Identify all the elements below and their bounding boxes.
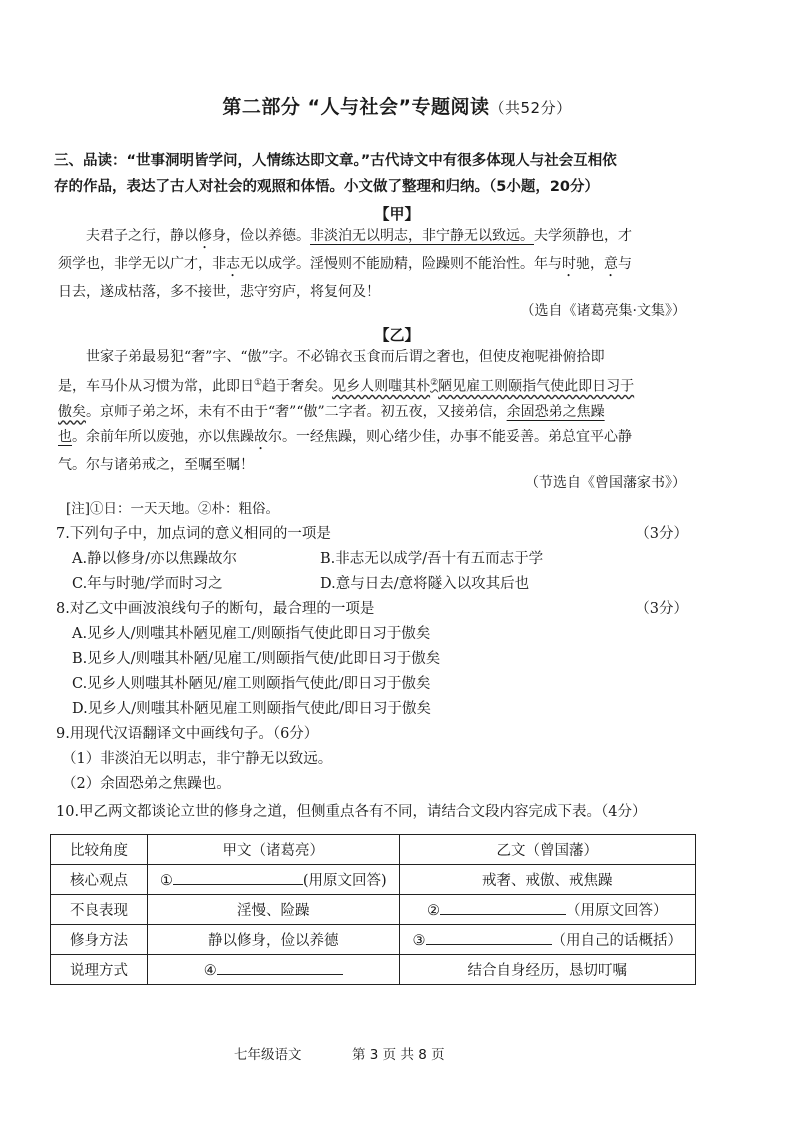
q9-sentence-2: （2）余固恐弟之焦躁也。 bbox=[62, 776, 231, 792]
passage-jia bbox=[58, 224, 688, 306]
row-label: 不良表现 bbox=[51, 895, 148, 925]
footer-subject: 七年级语文 bbox=[234, 1047, 302, 1063]
q8-option-c: C.见乡人则嗤其朴陋见/雇工则颐指气使此/即日习于傲矣 bbox=[72, 676, 431, 692]
answer-cell-1[interactable] bbox=[148, 865, 400, 895]
underlined-sentence: 余固恐弟之焦躁 bbox=[506, 403, 605, 420]
text: 驰， bbox=[576, 256, 604, 272]
text: 须学也，非学无以广才，非 bbox=[58, 256, 226, 272]
blank-number: ④ bbox=[203, 963, 217, 979]
row-label: 核心观点 bbox=[51, 865, 148, 895]
answer-blank-1[interactable] bbox=[173, 870, 303, 885]
section-3-line-1: 三、品读：“世事洞明皆学问，人情练达即文章。”古代诗文中有很多体现人与社会互相依 bbox=[54, 153, 617, 169]
passage-yi-line-5: 气。尔与诸弟戒之，至嘱至嘱！ bbox=[58, 457, 254, 474]
row-label: 说理方式 bbox=[51, 955, 148, 985]
text: 夫君子之行，静以 bbox=[86, 228, 198, 244]
text: 是，车马仆从习惯为常，此即日 bbox=[58, 378, 254, 395]
answer-blank-3[interactable] bbox=[426, 930, 552, 945]
passage-yi-line-2 bbox=[58, 371, 688, 400]
q9-sentence-1: （1）非淡泊无以明志，非宁静无以致远。 bbox=[62, 751, 333, 767]
answer-hint: (用原文回答) bbox=[302, 873, 387, 889]
passage-jia-line-3: 日去，遂成枯落，多不接世，悲守穷庐，将复何及！ bbox=[58, 284, 380, 300]
footnote-mark: ① bbox=[254, 377, 263, 388]
dotted-word: 意 bbox=[604, 256, 618, 272]
answer-blank-2[interactable] bbox=[440, 900, 566, 915]
q7-stem: 7.下列句子中，加点词的意义相同的一项是 bbox=[56, 526, 331, 542]
dotted-word: 故 bbox=[254, 429, 268, 446]
section-3-intro bbox=[54, 148, 740, 200]
table-row bbox=[51, 955, 696, 985]
comparison-table bbox=[50, 834, 696, 985]
answer-cell-4[interactable] bbox=[148, 955, 400, 985]
q7-option-b: B.非志无以成学/吾十有五而志于学 bbox=[320, 551, 544, 567]
header-cell-angle: 比较角度 bbox=[51, 835, 148, 865]
text: 身，俭以养德。 bbox=[212, 228, 310, 244]
answer-hint: （用自己的话概括） bbox=[551, 933, 683, 949]
part-title-score: （共52分） bbox=[489, 99, 572, 117]
table-cell: 静以修身，俭以养德 bbox=[148, 925, 400, 955]
text: 趋于奢矣。 bbox=[262, 378, 333, 395]
passage-jia-source: （选自《诸葛亮集·文集》） bbox=[520, 303, 686, 319]
q8-option-a: A.见乡人/则嗤其朴陋见雇工/则颐指气使此即日习于傲矣 bbox=[72, 626, 431, 642]
passage-jia-line-2 bbox=[58, 252, 688, 280]
section-3-line-2: 存的作品，表达了古人对社会的观照和体悟。小文做了整理和归纳。（5小题，20分） bbox=[54, 179, 600, 195]
q7-score: （3分） bbox=[635, 526, 688, 542]
underlined-sentence: 也 bbox=[58, 429, 72, 446]
text: 无以成学。淫慢则不能励精，险躁则不能治性。年与 bbox=[240, 256, 562, 272]
passage-jia-heading: 【甲】 bbox=[374, 205, 420, 223]
underlined-sentence: 非淡泊无以明志，非宁静无以致远。 bbox=[310, 228, 534, 244]
table-header-row bbox=[51, 835, 696, 865]
dotted-word: 志 bbox=[226, 256, 240, 272]
passage-yi-heading: 【乙】 bbox=[374, 326, 420, 344]
answer-cell-3[interactable] bbox=[399, 925, 695, 955]
table-row bbox=[51, 865, 696, 895]
text: 夫学须静也，才 bbox=[534, 228, 632, 244]
footer-page-number: 第 3 页 共 8 页 bbox=[352, 1047, 445, 1063]
dotted-word: 修 bbox=[198, 228, 212, 244]
dotted-word: 时 bbox=[562, 256, 576, 272]
part-title-main: 第二部分 “人与社会”专题阅读 bbox=[222, 96, 490, 118]
text: 与 bbox=[618, 256, 632, 272]
table-row bbox=[51, 895, 696, 925]
answer-blank-4[interactable] bbox=[217, 960, 343, 975]
blank-number: ③ bbox=[412, 933, 426, 949]
passage-yi-line-1: 世家子弟最易犯“奢”字、“傲”字。不必锦衣玉食而后谓之奢也，但使皮袍呢褂俯拾即 bbox=[86, 349, 605, 365]
table-cell: 淫慢、险躁 bbox=[148, 895, 400, 925]
header-cell-yi: 乙文（曾国藩） bbox=[399, 835, 695, 865]
wavy-underlined-sentence: 陋见雇工则颐指气使此即日习于 bbox=[438, 378, 635, 395]
wavy-underlined-sentence: 见乡人则嗤其朴 bbox=[332, 378, 431, 395]
header-cell-jia: 甲文（诸葛亮） bbox=[148, 835, 400, 865]
q10-stem: 10.甲乙两文都谈论立世的修身之道，但侧重点各有不同，请结合文段内容完成下表。（4分） bbox=[56, 804, 647, 820]
q7-option-a: A.静以修身/亦以焦躁故尔 bbox=[72, 551, 237, 567]
q8-score: （3分） bbox=[635, 601, 688, 617]
passage-yi-note: [注]①日：一天天地。②朴：粗俗。 bbox=[66, 501, 280, 517]
footnote-mark: ② bbox=[430, 377, 439, 388]
q8-stem: 8.对乙文中画波浪线句子的断句，最合理的一项是 bbox=[56, 601, 375, 617]
passage-yi-line-3 bbox=[58, 400, 688, 426]
part-title bbox=[0, 92, 794, 119]
q8-option-b: B.见乡人/则嗤其朴陋/见雇工/则颐指气使/此即日习于傲矣 bbox=[72, 651, 441, 667]
text: 。余前年所以废弛，亦以焦躁 bbox=[72, 429, 254, 446]
passage-yi-line-4 bbox=[58, 425, 688, 453]
passage-yi-source: （节选自《曾国藩家书》） bbox=[525, 475, 686, 491]
wavy-underlined-sentence: 傲矣 bbox=[58, 403, 86, 420]
text: 。京师子弟之坏，未有不由于“奢”“傲”二字者。初五夜，又接弟信， bbox=[86, 403, 507, 420]
row-label: 修身方法 bbox=[51, 925, 148, 955]
table-row bbox=[51, 925, 696, 955]
q7-option-c: C.年与时驰/学而时习之 bbox=[72, 576, 223, 592]
answer-cell-2[interactable] bbox=[399, 895, 695, 925]
table-cell: 结合自身经历，恳切叮嘱 bbox=[399, 955, 695, 985]
q8-option-d: D.见乡人/则嗤其朴陋见雇工则颐指气使此/即日习于傲矣 bbox=[72, 701, 431, 717]
answer-hint: （用原文回答） bbox=[566, 903, 668, 919]
passage-yi bbox=[58, 345, 688, 479]
blank-number: ① bbox=[159, 873, 173, 889]
table-cell: 戒奢、戒傲、戒焦躁 bbox=[399, 865, 695, 895]
q7-option-d: D.意与日去/意将隧入以攻其后也 bbox=[320, 576, 530, 592]
passage-jia-line-1 bbox=[58, 224, 688, 252]
text: 尔。一经焦躁，则心绪少佳，办事不能妥善。弟总宜平心静 bbox=[268, 429, 632, 446]
blank-number: ② bbox=[427, 903, 441, 919]
q9-stem: 9.用现代汉语翻译文中画线句子。（6分） bbox=[56, 726, 319, 742]
